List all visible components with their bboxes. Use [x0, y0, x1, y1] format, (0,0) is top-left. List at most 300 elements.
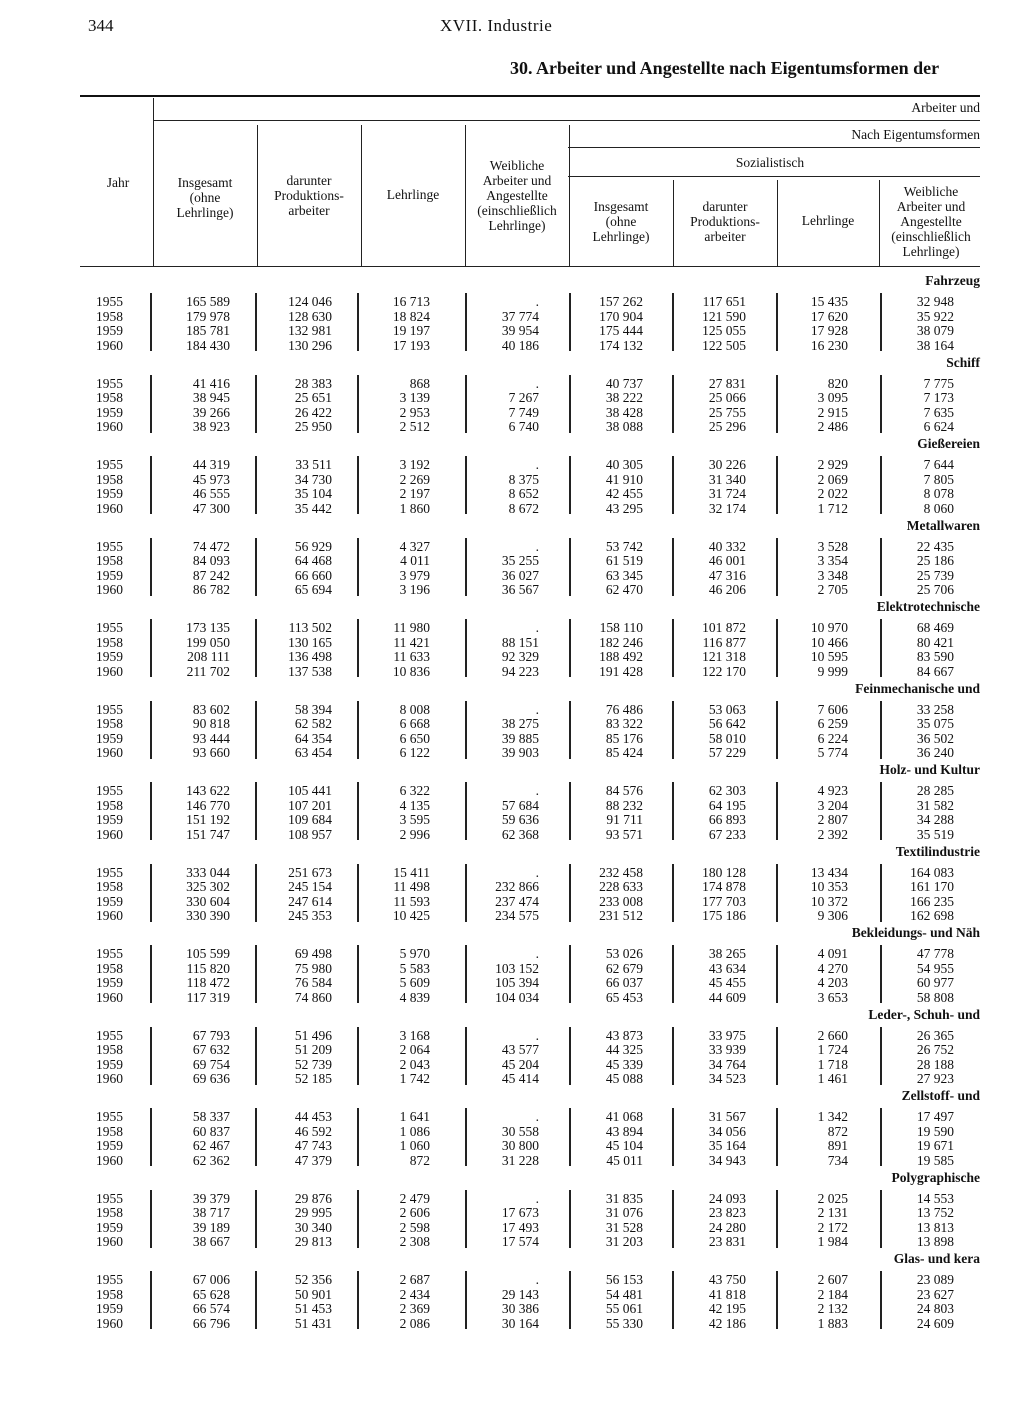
total-cell: 83 602 [192, 701, 230, 717]
year-cell: 1960 [96, 1315, 123, 1331]
total-cell: 151 747 [186, 826, 230, 842]
soc-apprentices-cell: 2 025 [817, 1190, 848, 1206]
soc-female-cell: 35 075 [916, 716, 954, 732]
soc-total-cell: 84 576 [605, 783, 643, 798]
soc-female-cell: 24 803 [916, 1301, 954, 1317]
female-cell: 39 885 [501, 730, 539, 746]
total-cell: 66 796 [192, 1315, 230, 1331]
production-cell: 62 582 [294, 716, 332, 732]
production-cell: 33 511 [295, 457, 332, 472]
soc-female-cell: 22 435 [916, 538, 954, 554]
soc-apprentices-cell: 2 705 [817, 582, 848, 598]
soc-apprentices-cell: 3 653 [817, 989, 848, 1005]
header-divider [153, 98, 154, 266]
table-row [0, 1273, 1024, 1287]
soc-female-cell: 23 089 [916, 1272, 954, 1287]
soc-female-cell: 7 805 [923, 471, 954, 487]
section-label: Fahrzeug [925, 273, 980, 288]
table-row [0, 799, 1024, 813]
soc-apprentices-cell: 10 372 [810, 893, 848, 909]
apprentices-cell: 11 421 [393, 634, 430, 650]
soc-production-cell: 34 523 [708, 1071, 746, 1087]
soc-female-cell: 60 977 [916, 975, 954, 991]
soc-total-cell: 188 492 [599, 649, 643, 665]
soc-female-cell: 36 240 [916, 745, 954, 761]
table-row [0, 310, 1024, 324]
year-cell: 1958 [96, 1042, 123, 1058]
female-cell: 36 567 [501, 582, 539, 598]
group-rule-3 [568, 176, 980, 177]
soc-production-cell: 24 280 [708, 1219, 746, 1235]
production-cell: 64 354 [294, 730, 332, 746]
apprentices-cell: 2 086 [399, 1315, 430, 1331]
table-row [0, 1235, 1024, 1249]
col-soc-production-header: darunter Produktions- arbeiter [690, 199, 760, 244]
total-cell: 39 379 [192, 1190, 230, 1206]
soc-production-cell: 57 229 [708, 745, 746, 761]
soc-female-cell: 164 083 [910, 864, 954, 880]
soc-female-cell: 35 519 [916, 826, 954, 842]
production-cell: 56 929 [294, 538, 332, 554]
soc-apprentices-cell: 2 172 [817, 1219, 848, 1235]
soc-total-cell: 38 428 [605, 404, 643, 420]
year-cell: 1960 [96, 826, 123, 842]
header-divider [879, 180, 880, 266]
production-cell: 52 739 [294, 1056, 332, 1072]
apprentices-cell: 2 598 [399, 1219, 430, 1235]
apprentices-cell: 4 135 [399, 797, 430, 813]
total-cell: 38 945 [192, 390, 230, 406]
soc-female-cell: 84 667 [916, 663, 954, 679]
soc-production-cell: 23 823 [708, 1205, 746, 1221]
total-cell: 38 923 [192, 419, 230, 435]
soc-production-cell: 33 939 [708, 1042, 746, 1058]
soc-production-cell: 31 724 [708, 486, 746, 502]
soc-production-cell: 40 332 [708, 538, 746, 554]
female-cell: . [535, 864, 539, 880]
apprentices-cell: 3 168 [399, 1027, 430, 1043]
apprentices-cell: 5 583 [399, 960, 430, 976]
year-cell: 1955 [96, 1027, 123, 1043]
apprentices-cell: 1 060 [399, 1138, 430, 1154]
soc-production-cell: 34 943 [708, 1152, 746, 1168]
year-cell: 1958 [96, 553, 123, 569]
apprentices-cell: 10 425 [392, 908, 430, 924]
soc-total-cell: 38 222 [605, 390, 643, 406]
group-header-socialist: Sozialistisch [735, 155, 805, 170]
year-cell: 1958 [96, 1286, 123, 1302]
soc-female-cell: 33 258 [916, 701, 954, 717]
soc-production-cell: 44 609 [708, 989, 746, 1005]
soc-total-cell: 233 008 [599, 893, 643, 909]
apprentices-cell: 18 824 [392, 308, 430, 324]
soc-apprentices-cell: 2 184 [817, 1286, 848, 1302]
female-cell: 59 636 [501, 812, 539, 828]
soc-production-cell: 67 233 [708, 826, 746, 842]
soc-female-cell: 25 739 [916, 567, 954, 583]
total-cell: 46 555 [192, 486, 230, 502]
production-cell: 47 379 [294, 1152, 332, 1168]
soc-total-cell: 62 679 [605, 960, 643, 976]
total-cell: 105 599 [186, 946, 230, 961]
soc-female-cell: 68 469 [916, 620, 954, 635]
female-cell: 8 672 [508, 500, 539, 516]
soc-female-cell: 7 635 [923, 404, 954, 420]
female-cell: . [535, 783, 539, 798]
production-cell: 247 614 [288, 893, 332, 909]
soc-total-cell: 54 481 [605, 1286, 643, 1302]
soc-production-cell: 24 093 [708, 1190, 746, 1206]
soc-apprentices-cell: 3 348 [817, 567, 848, 583]
soc-total-cell: 40 305 [605, 457, 643, 472]
female-cell: 30 800 [501, 1138, 539, 1154]
female-cell: 7 749 [508, 404, 539, 420]
production-cell: 51 496 [294, 1027, 332, 1043]
production-cell: 34 730 [294, 471, 332, 487]
total-cell: 38 717 [192, 1205, 230, 1221]
year-cell: 1959 [96, 893, 123, 909]
section-label: Metallwaren [906, 517, 980, 533]
total-cell: 62 467 [192, 1138, 230, 1154]
year-cell: 1955 [96, 457, 123, 472]
total-cell: 87 242 [192, 567, 230, 583]
table-row [0, 458, 1024, 472]
female-cell: . [535, 1027, 539, 1043]
production-cell: 137 538 [288, 663, 332, 679]
female-cell: 40 186 [501, 337, 539, 353]
soc-female-cell: 13 898 [916, 1234, 954, 1250]
soc-production-cell: 31 567 [708, 1109, 746, 1124]
header-divider [673, 180, 674, 266]
total-cell: 93 660 [192, 745, 230, 761]
section-label: Glas- und kera [893, 1251, 980, 1266]
table-row [0, 1154, 1024, 1168]
female-cell: 88 151 [501, 634, 539, 650]
table-row [0, 866, 1024, 880]
soc-production-cell: 41 818 [708, 1286, 746, 1302]
soc-female-cell: 19 671 [916, 1138, 954, 1154]
total-cell: 118 472 [186, 975, 230, 991]
apprentices-cell: 2 064 [399, 1042, 430, 1058]
soc-female-cell: 32 948 [916, 294, 954, 309]
soc-production-cell: 58 010 [708, 730, 746, 746]
soc-female-cell: 38 164 [916, 337, 954, 353]
soc-production-cell: 53 063 [708, 701, 746, 717]
soc-total-cell: 55 061 [605, 1301, 643, 1317]
col-apprentices-header: Lehrlinge [386, 187, 440, 202]
female-cell: . [535, 1190, 539, 1206]
soc-apprentices-cell: 3 528 [817, 538, 848, 554]
year-cell: 1959 [96, 323, 123, 339]
soc-production-cell: 47 316 [708, 567, 746, 583]
soc-female-cell: 47 778 [916, 946, 954, 961]
soc-total-cell: 45 104 [605, 1138, 643, 1154]
year-cell: 1958 [96, 716, 123, 732]
group-header-top: Arbeiter und [911, 100, 980, 115]
total-cell: 39 266 [192, 404, 230, 420]
total-cell: 66 574 [192, 1301, 230, 1317]
apprentices-cell: 2 308 [399, 1234, 430, 1250]
apprentices-cell: 5 609 [399, 975, 430, 991]
soc-total-cell: 45 011 [606, 1152, 643, 1168]
production-cell: 105 441 [288, 783, 332, 798]
table-row [0, 1317, 1024, 1331]
soc-production-cell: 174 878 [702, 879, 746, 895]
year-cell: 1959 [96, 567, 123, 583]
soc-total-cell: 170 904 [599, 308, 643, 324]
table-row [0, 976, 1024, 990]
soc-female-cell: 83 590 [916, 649, 954, 665]
table-row [0, 540, 1024, 554]
apprentices-cell: 8 008 [399, 701, 430, 717]
production-cell: 64 468 [294, 553, 332, 569]
soc-production-cell: 30 226 [708, 457, 746, 472]
soc-apprentices-cell: 5 774 [817, 745, 848, 761]
apprentices-cell: 2 512 [399, 419, 430, 435]
table-row [0, 1110, 1024, 1124]
total-cell: 39 189 [192, 1219, 230, 1235]
soc-total-cell: 62 470 [605, 582, 643, 598]
soc-female-cell: 6 624 [923, 419, 954, 435]
soc-total-cell: 61 519 [605, 553, 643, 569]
female-cell: 57 684 [501, 797, 539, 813]
section-label: Polygraphische [891, 1169, 980, 1185]
header-top-rule [80, 95, 980, 97]
table-row [0, 621, 1024, 635]
production-cell: 29 995 [294, 1205, 332, 1221]
section-label: Holz- und Kultur [879, 762, 980, 777]
table-row [0, 1221, 1024, 1235]
soc-apprentices-cell: 16 230 [810, 337, 848, 353]
table-row [0, 339, 1024, 353]
soc-female-cell: 8 060 [923, 500, 954, 516]
soc-female-cell: 54 955 [916, 960, 954, 976]
soc-female-cell: 25 706 [916, 582, 954, 598]
female-cell: . [535, 294, 539, 309]
chapter-title: XVII. Industrie [440, 16, 553, 35]
year-cell: 1955 [96, 294, 123, 309]
soc-apprentices-cell: 2 132 [817, 1301, 848, 1317]
table-row [0, 487, 1024, 501]
year-cell: 1959 [96, 812, 123, 828]
total-cell: 165 589 [186, 294, 230, 309]
apprentices-cell: 4 327 [399, 538, 430, 554]
soc-production-cell: 43 634 [708, 960, 746, 976]
total-cell: 67 632 [192, 1042, 230, 1058]
soc-apprentices-cell: 17 620 [810, 308, 848, 324]
production-cell: 124 046 [288, 294, 332, 309]
soc-apprentices-cell: 2 022 [817, 486, 848, 502]
soc-female-cell: 28 188 [916, 1056, 954, 1072]
apprentices-cell: 17 193 [392, 337, 430, 353]
soc-total-cell: 174 132 [599, 337, 643, 353]
female-cell: 105 394 [495, 975, 539, 991]
year-cell: 1960 [96, 500, 123, 516]
soc-total-cell: 91 711 [606, 812, 643, 828]
female-cell: 30 386 [501, 1301, 539, 1317]
soc-total-cell: 53 026 [605, 946, 643, 961]
female-cell: 43 577 [501, 1042, 539, 1058]
production-cell: 132 981 [288, 323, 332, 339]
soc-total-cell: 88 232 [605, 797, 643, 813]
female-cell: 36 027 [501, 567, 539, 583]
apprentices-cell: 6 650 [399, 730, 430, 746]
year-cell: 1958 [96, 471, 123, 487]
apprentices-cell: 1 742 [399, 1071, 430, 1087]
production-cell: 30 340 [294, 1219, 332, 1235]
soc-apprentices-cell: 2 392 [817, 826, 848, 842]
soc-total-cell: 31 835 [605, 1190, 643, 1206]
female-cell: . [535, 457, 539, 472]
soc-total-cell: 42 455 [605, 486, 643, 502]
apprentices-cell: 1 086 [399, 1123, 430, 1139]
soc-production-cell: 180 128 [702, 864, 746, 880]
soc-production-cell: 56 642 [708, 716, 746, 732]
female-cell: 7 267 [508, 390, 539, 406]
soc-female-cell: 36 502 [916, 730, 954, 746]
total-cell: 143 622 [186, 783, 230, 798]
soc-production-cell: 34 764 [708, 1056, 746, 1072]
apprentices-cell: 3 139 [399, 390, 430, 406]
soc-production-cell: 117 651 [702, 294, 746, 309]
table-row [0, 1302, 1024, 1316]
apprentices-cell: 4 839 [399, 989, 430, 1005]
soc-apprentices-cell: 17 928 [810, 323, 848, 339]
apprentices-cell: 3 595 [399, 812, 430, 828]
soc-total-cell: 93 571 [605, 826, 643, 842]
soc-female-cell: 19 590 [916, 1123, 954, 1139]
apprentices-cell: 2 197 [399, 486, 430, 502]
header-bottom-rule [80, 266, 980, 267]
header-divider [569, 125, 570, 266]
production-cell: 51 431 [294, 1315, 332, 1331]
year-cell: 1960 [96, 989, 123, 1005]
soc-apprentices-cell: 4 203 [817, 975, 848, 991]
year-cell: 1960 [96, 582, 123, 598]
production-cell: 63 454 [294, 745, 332, 761]
soc-apprentices-cell: 9 999 [817, 663, 848, 679]
table-row [0, 1058, 1024, 1072]
soc-production-cell: 38 265 [708, 946, 746, 961]
table-row [0, 406, 1024, 420]
soc-apprentices-cell: 1 724 [817, 1042, 848, 1058]
female-cell: . [535, 946, 539, 961]
soc-apprentices-cell: 10 353 [810, 879, 848, 895]
soc-production-cell: 175 186 [702, 908, 746, 924]
header-divider [361, 125, 362, 266]
section-label: Leder-, Schuh- und [868, 1006, 980, 1022]
table-row [0, 1139, 1024, 1153]
table-row [0, 1072, 1024, 1086]
year-cell: 1960 [96, 908, 123, 924]
table-row [0, 1043, 1024, 1057]
total-cell: 330 604 [186, 893, 230, 909]
table-row [0, 1029, 1024, 1043]
total-cell: 74 472 [192, 538, 230, 554]
production-cell: 66 660 [294, 567, 332, 583]
soc-total-cell: 85 424 [605, 745, 643, 761]
year-cell: 1960 [96, 419, 123, 435]
soc-female-cell: 13 813 [916, 1219, 954, 1235]
total-cell: 58 337 [192, 1109, 230, 1124]
production-cell: 29 813 [294, 1234, 332, 1250]
soc-total-cell: 65 453 [605, 989, 643, 1005]
soc-female-cell: 35 922 [916, 308, 954, 324]
soc-production-cell: 35 164 [708, 1138, 746, 1154]
female-cell: 6 740 [508, 419, 539, 435]
table-row [0, 732, 1024, 746]
col-female-header: Weibliche Arbeiter und Angestellte (einschließlich Lehrlinge) [477, 158, 557, 233]
female-cell: 234 575 [495, 908, 539, 924]
year-cell: 1955 [96, 946, 123, 961]
soc-production-cell: 32 174 [708, 500, 746, 516]
soc-production-cell: 45 455 [708, 975, 746, 991]
soc-total-cell: 191 428 [599, 663, 643, 679]
female-cell: . [535, 1272, 539, 1287]
soc-apprentices-cell: 2 915 [817, 404, 848, 420]
production-cell: 35 442 [294, 500, 332, 516]
female-cell: 62 368 [501, 826, 539, 842]
year-cell: 1959 [96, 649, 123, 665]
female-cell: . [535, 701, 539, 717]
header-divider [465, 125, 466, 266]
soc-female-cell: 8 078 [923, 486, 954, 502]
soc-total-cell: 43 894 [605, 1123, 643, 1139]
total-cell: 41 416 [192, 375, 230, 391]
soc-apprentices-cell: 2 069 [817, 471, 848, 487]
apprentices-cell: 3 979 [399, 567, 430, 583]
soc-total-cell: 38 088 [605, 419, 643, 435]
col-production-header: darunter Produktions- arbeiter [274, 173, 344, 218]
year-cell: 1960 [96, 1234, 123, 1250]
soc-apprentices-cell: 2 807 [817, 812, 848, 828]
soc-total-cell: 231 512 [599, 908, 643, 924]
soc-production-cell: 121 318 [702, 649, 746, 665]
soc-apprentices-cell: 1 712 [817, 500, 848, 516]
soc-total-cell: 85 176 [605, 730, 643, 746]
apprentices-cell: 11 498 [393, 879, 430, 895]
soc-apprentices-cell: 2 607 [817, 1272, 848, 1287]
table-row [0, 636, 1024, 650]
production-cell: 47 743 [294, 1138, 332, 1154]
production-cell: 130 296 [288, 337, 332, 353]
female-cell: 39 954 [501, 323, 539, 339]
soc-female-cell: 7 644 [923, 457, 954, 472]
table-row [0, 502, 1024, 516]
year-cell: 1960 [96, 663, 123, 679]
female-cell: 38 275 [501, 716, 539, 732]
soc-apprentices-cell: 10 970 [810, 620, 848, 635]
total-cell: 333 044 [186, 864, 230, 880]
soc-production-cell: 34 056 [708, 1123, 746, 1139]
soc-total-cell: 66 037 [605, 975, 643, 991]
year-cell: 1959 [96, 730, 123, 746]
soc-total-cell: 76 486 [605, 701, 643, 717]
soc-production-cell: 101 872 [702, 620, 746, 635]
apprentices-cell: 15 411 [393, 864, 430, 880]
year-cell: 1955 [96, 701, 123, 717]
total-cell: 67 006 [192, 1272, 230, 1287]
header-divider [257, 125, 258, 266]
total-cell: 86 782 [192, 582, 230, 598]
year-cell: 1958 [96, 879, 123, 895]
female-cell: 17 673 [501, 1205, 539, 1221]
soc-apprentices-cell: 2 131 [817, 1205, 848, 1221]
col-year-header: Jahr [106, 175, 130, 190]
apprentices-cell: 4 011 [400, 553, 430, 569]
group-rule-2 [568, 147, 980, 148]
soc-female-cell: 162 698 [910, 908, 954, 924]
